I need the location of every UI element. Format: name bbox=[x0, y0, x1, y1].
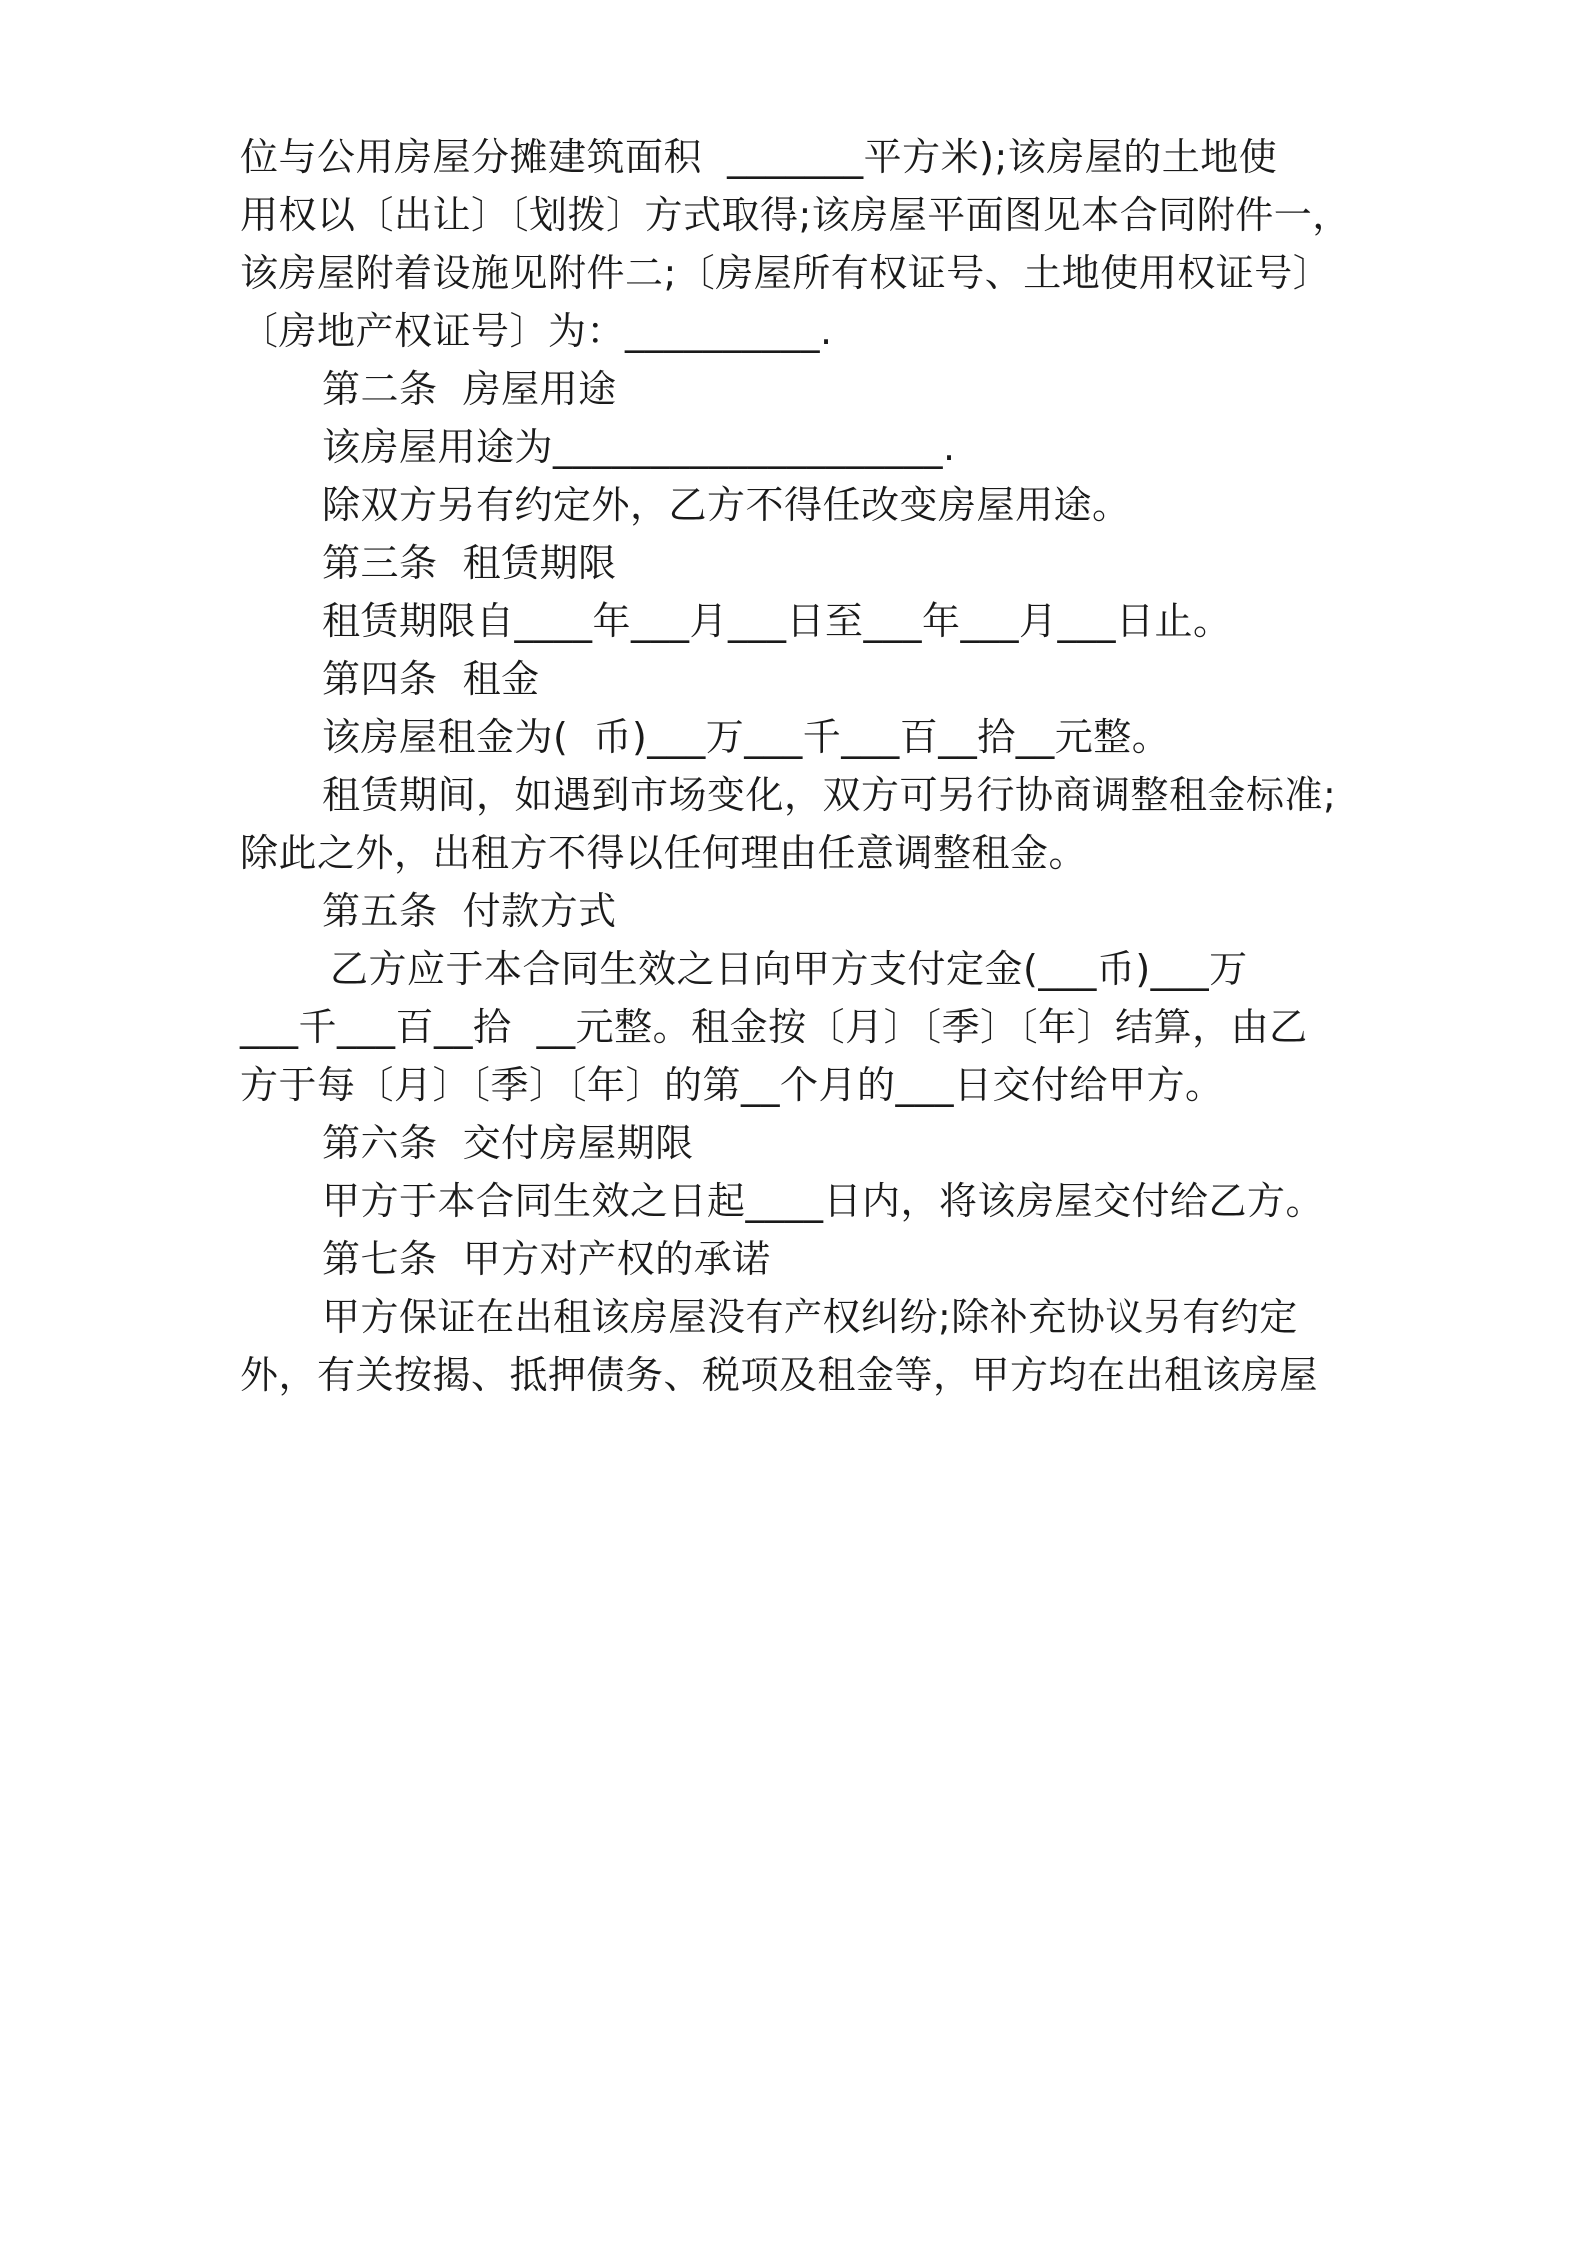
text-line: 〔房地产权证号〕为：__________. bbox=[240, 309, 833, 353]
text-line: 该房屋用途为____________________. bbox=[322, 425, 956, 469]
text-line: 租赁期限自____年___月___日至___年___月___日止。 bbox=[322, 599, 1232, 643]
text-line: 乙方应于本合同生效之日向甲方支付定金(___币)___万 bbox=[330, 947, 1248, 991]
section-heading: 第七条 甲方对产权的承诺 bbox=[322, 1237, 771, 1281]
text-line: 甲方于本合同生效之日起____日内，将该房屋交付给乙方。 bbox=[322, 1179, 1325, 1223]
text-line: 位与公用房屋分摊建筑面积 _______平方米);该房屋的土地使 bbox=[240, 135, 1278, 179]
text-line: ___千___百__拾 __元整。租金按〔月〕〔季〕〔年〕结算，由乙 bbox=[240, 1005, 1308, 1049]
text-line: 外，有关按揭、抵押债务、税项及租金等，甲方均在出租该房屋 bbox=[240, 1353, 1319, 1397]
text-line: 除此之外，出租方不得以任何理由任意调整租金。 bbox=[240, 831, 1088, 875]
section-heading: 第三条 租赁期限 bbox=[322, 541, 617, 585]
section-heading: 第二条 房屋用途 bbox=[322, 367, 617, 411]
section-heading: 第四条 租金 bbox=[322, 657, 540, 701]
text-line: 方于每〔月〕〔季〕〔年〕的第__个月的___日交付给甲方。 bbox=[240, 1063, 1224, 1107]
text-line: 租赁期间，如遇到市场变化，双方可另行协商调整租金标准; bbox=[322, 773, 1337, 817]
section-heading: 第五条 付款方式 bbox=[322, 889, 617, 933]
text-line: 除双方另有约定外，乙方不得任改变房屋用途。 bbox=[322, 483, 1131, 527]
text-line: 甲方保证在出租该房屋没有产权纠纷;除补充协议另有约定 bbox=[322, 1295, 1298, 1339]
text-line: 用权以〔出让〕〔划拨〕方式取得;该房屋平面图见本合同附件一， bbox=[240, 193, 1351, 237]
text-line: 该房屋附着设施见附件二;〔房屋所有权证号、土地使用权证号〕 bbox=[240, 251, 1332, 295]
text-line: 该房屋租金为( 币)___万___千___百__拾__元整。 bbox=[322, 715, 1171, 759]
section-heading: 第六条 交付房屋期限 bbox=[322, 1121, 694, 1165]
